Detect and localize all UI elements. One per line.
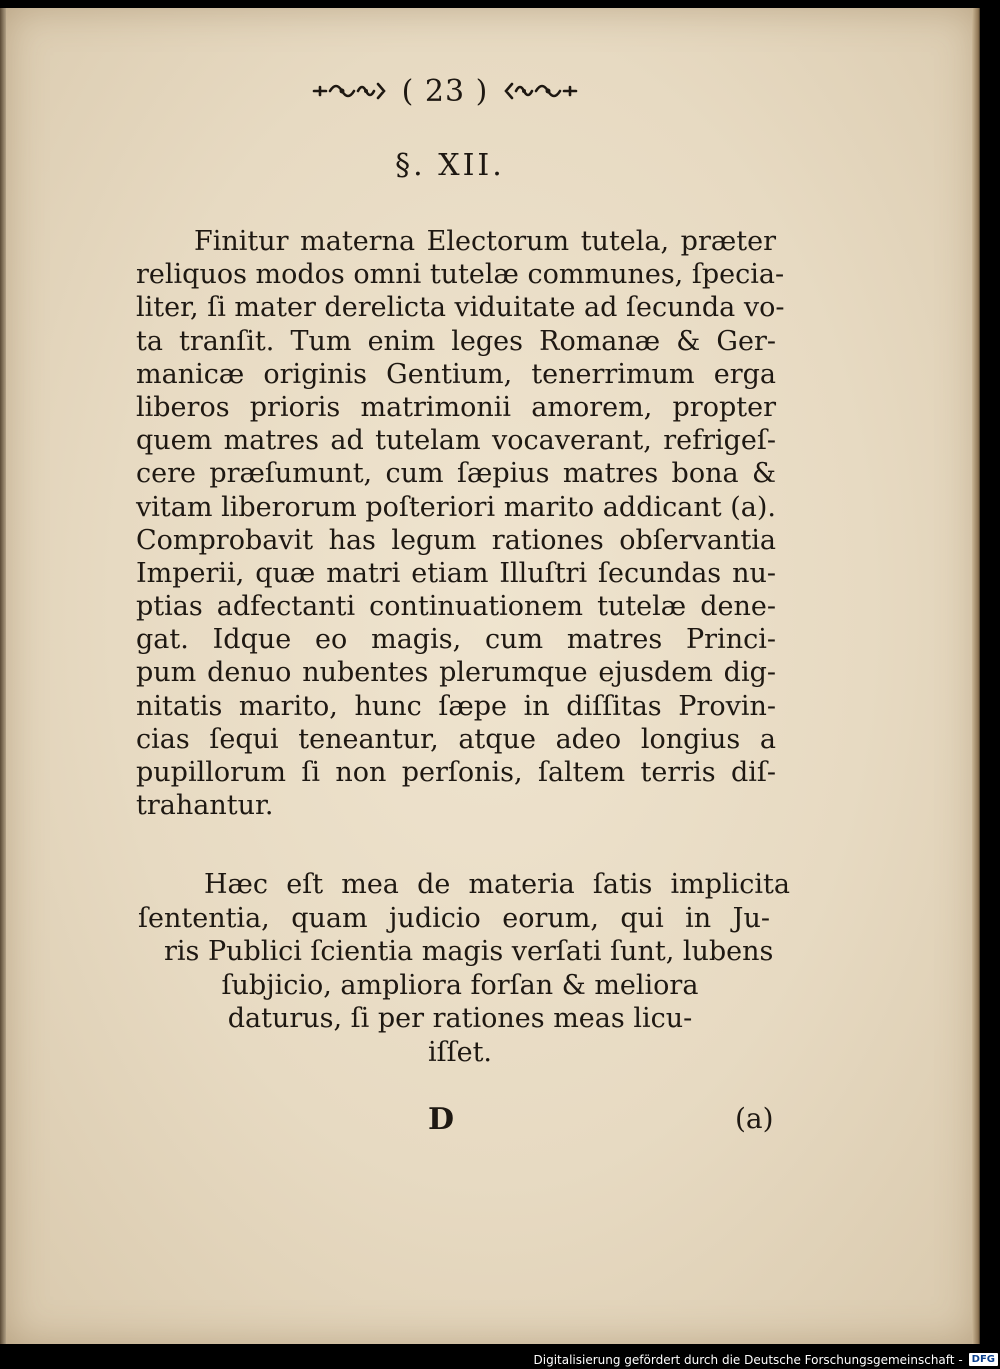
- right-ornament-icon: [500, 78, 578, 104]
- dfg-logo-icon: DFG: [969, 1353, 998, 1366]
- text-line: gat. Idque eo magis, cum matres Princi-: [136, 624, 776, 656]
- text-line: nitatis marito, hunc ſæpe in diſſitas Provin-: [136, 690, 776, 722]
- conclusion-line: daturus, ſi per rationes meas licu-: [227, 1003, 693, 1034]
- digitization-note: Digitalisierung gefördert durch die Deutsche Forschungsgemeinschaft -: [533, 1352, 963, 1367]
- text-line: pupillorum ſi non perſonis, ſaltem terris diſ-: [136, 757, 776, 788]
- text-line: manicæ originis Gentium, tenerrimum erga: [136, 358, 776, 390]
- page-right-edge: [972, 8, 980, 1344]
- text-line: reliquos modos omni tutelæ communes, ſpecia-: [136, 259, 785, 291]
- left-ornament-icon: [312, 78, 390, 104]
- text-line: Finitur materna Electorum tutela, præter: [194, 226, 776, 257]
- text-line: liberos prioris matrimonii amorem, propter: [136, 391, 776, 423]
- catchword: (a): [735, 1102, 774, 1135]
- page-number: ( 23 ): [401, 73, 489, 109]
- text-line: ta tranſit. Tum enim leges Romanæ & Ger-: [136, 325, 776, 357]
- signature-mark: D: [428, 1102, 455, 1137]
- text-line: Imperii, quæ matri etiam Illuſtri ſecundas nu-: [136, 557, 776, 589]
- text-line: quem matres ad tutelam vocaverant, refrigeſ-: [136, 425, 776, 457]
- text-line: pum denuo nubentes plerumque ejusdem dig-: [136, 657, 776, 689]
- text-line: vitam liberorum poſteriori marito addicant (a).: [136, 491, 776, 523]
- body-paragraph: [136, 225, 785, 822]
- conclusion-line: ſubjicio, ampliora forſan & meliora: [221, 969, 699, 1001]
- digitization-footer: [533, 1350, 998, 1369]
- text-line: ptias adfectanti continuationem tutelæ dene-: [136, 591, 776, 623]
- conclusion-paragraph: [130, 868, 790, 1069]
- running-head: [300, 66, 590, 116]
- conclusion-line: ſententia, quam judicio eorum, qui in Ju-: [138, 902, 770, 934]
- conclusion-line: iſſet.: [427, 1036, 493, 1068]
- text-line: Comprobavit has legum rationes obſervantia: [136, 524, 776, 556]
- text-line: trahantur.: [136, 790, 274, 822]
- text-line: cere præſumunt, cum ſæpius matres bona &: [136, 458, 776, 490]
- section-heading: §. XII.: [395, 148, 505, 183]
- conclusion-line: ris Publici ſcientia magis verſati ſunt, lubens: [164, 936, 774, 967]
- text-line: cias ſequi teneantur, atque adeo longius a: [136, 723, 776, 755]
- text-line: liter, ſi mater derelicta viduitate ad ſecunda vo-: [136, 292, 785, 324]
- conclusion-line: Hæc eſt mea de materia ſatis implicita: [204, 869, 790, 900]
